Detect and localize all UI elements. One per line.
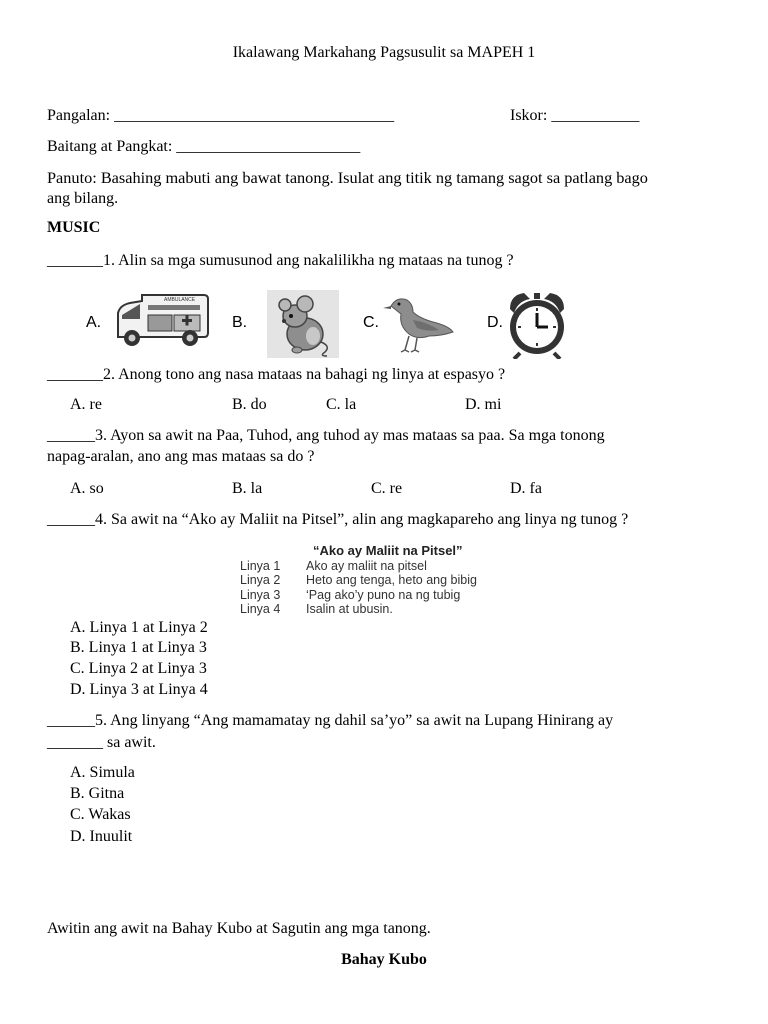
q4-option-b: B. Linya 1 at Linya 3	[70, 639, 207, 656]
q2-option-c: C. la	[326, 396, 357, 413]
question-2-text: _______2. Anong tono ang nasa mataas na bahagi ng linya at espasyo ?	[47, 366, 506, 383]
score-field-label: Iskor: ___________	[510, 107, 640, 124]
q1-option-a-label: A.	[86, 314, 102, 331]
song-line-1-label: Linya 1	[240, 559, 281, 573]
q1-option-d-label: D.	[487, 314, 503, 331]
closing-song-title: Bahay Kubo	[341, 951, 427, 968]
song-line-4-label: Linya 4	[240, 602, 281, 616]
q2-option-b: B. do	[232, 396, 267, 413]
question-4-text: ______4. Sa awit na “Ako ay Maliit na Pitsel”, alin ang magkapareho ang linya ng tunog ?	[47, 511, 629, 528]
grade-section-field-label: Baitang at Pangkat: _______________________	[47, 138, 361, 155]
q3-option-a: A. so	[70, 480, 104, 497]
instructions-line-1: Panuto: Basahing mabuti ang bawat tanong. Isulat ang titik ng tamang sagot sa patlang bago	[47, 168, 648, 187]
q3-option-b: B. la	[232, 480, 263, 497]
bird-icon	[383, 292, 455, 356]
q1-option-c-label: C.	[363, 314, 379, 331]
question-5-line-1: ______5. Ang linyang “Ang mamamatay ng dahil sa’yo” sa awit na Lupang Hinirang ay	[47, 712, 614, 729]
q5-option-c: C. Wakas	[70, 806, 131, 823]
ambulance-text: AMBULANCE	[164, 297, 196, 303]
closing-instruction: Awitin ang awit na Bahay Kubo at Sagutin ang mga tanong.	[47, 920, 431, 937]
page-title: Ikalawang Markahang Pagsusulit sa MAPEH 1	[232, 44, 536, 61]
song-image-title: “Ako ay Maliit na Pitsel”	[313, 543, 463, 558]
question-3-line-2: napag-aralan, ano ang mas mataas sa do ?	[47, 448, 315, 465]
section-heading: MUSIC	[47, 219, 101, 236]
q5-option-a: A. Simula	[70, 764, 135, 781]
alarm-clock-icon	[504, 289, 570, 359]
q4-option-d: D. Linya 3 at Linya 4	[70, 681, 208, 698]
q3-option-c: C. re	[371, 480, 403, 497]
q1-option-b-label: B.	[232, 314, 248, 331]
q2-option-a: A. re	[70, 396, 102, 413]
instructions-line-2: ang bilang.	[47, 190, 119, 207]
q4-option-a: A. Linya 1 at Linya 2	[70, 619, 208, 636]
song-line-3-label: Linya 3	[240, 588, 281, 602]
song-line-2-lyric: Heto ang tenga, heto ang bibig	[306, 573, 477, 587]
question-1-text: _______1. Alin sa mga sumusunod ang nakalilikha ng mataas na tunog ?	[47, 252, 514, 269]
ambulance-icon	[108, 291, 210, 351]
mouse-icon	[267, 290, 339, 358]
q5-option-b: B. Gitna	[70, 785, 125, 802]
question-3-line-1: ______3. Ayon sa awit na Paa, Tuhod, ang tuhod ay mas mataas sa paa. Sa mga tonong	[47, 427, 605, 444]
q5-option-d: D. Inuulit	[70, 828, 133, 845]
song-line-3-lyric: ‘Pag ako’y puno na ng tubig	[306, 588, 461, 602]
question-5-line-2: _______ sa awit.	[47, 734, 156, 751]
song-line-4-lyric: Isalin at ubusin.	[306, 602, 393, 616]
q4-option-c: C. Linya 2 at Linya 3	[70, 660, 207, 677]
q3-option-d: D. fa	[510, 480, 542, 497]
song-line-1-lyric: Ako ay maliit na pitsel	[306, 559, 427, 573]
name-field-label: Pangalan: ___________________________________	[47, 107, 395, 124]
song-line-2-label: Linya 2	[240, 573, 281, 587]
q2-option-d: D. mi	[465, 396, 502, 413]
